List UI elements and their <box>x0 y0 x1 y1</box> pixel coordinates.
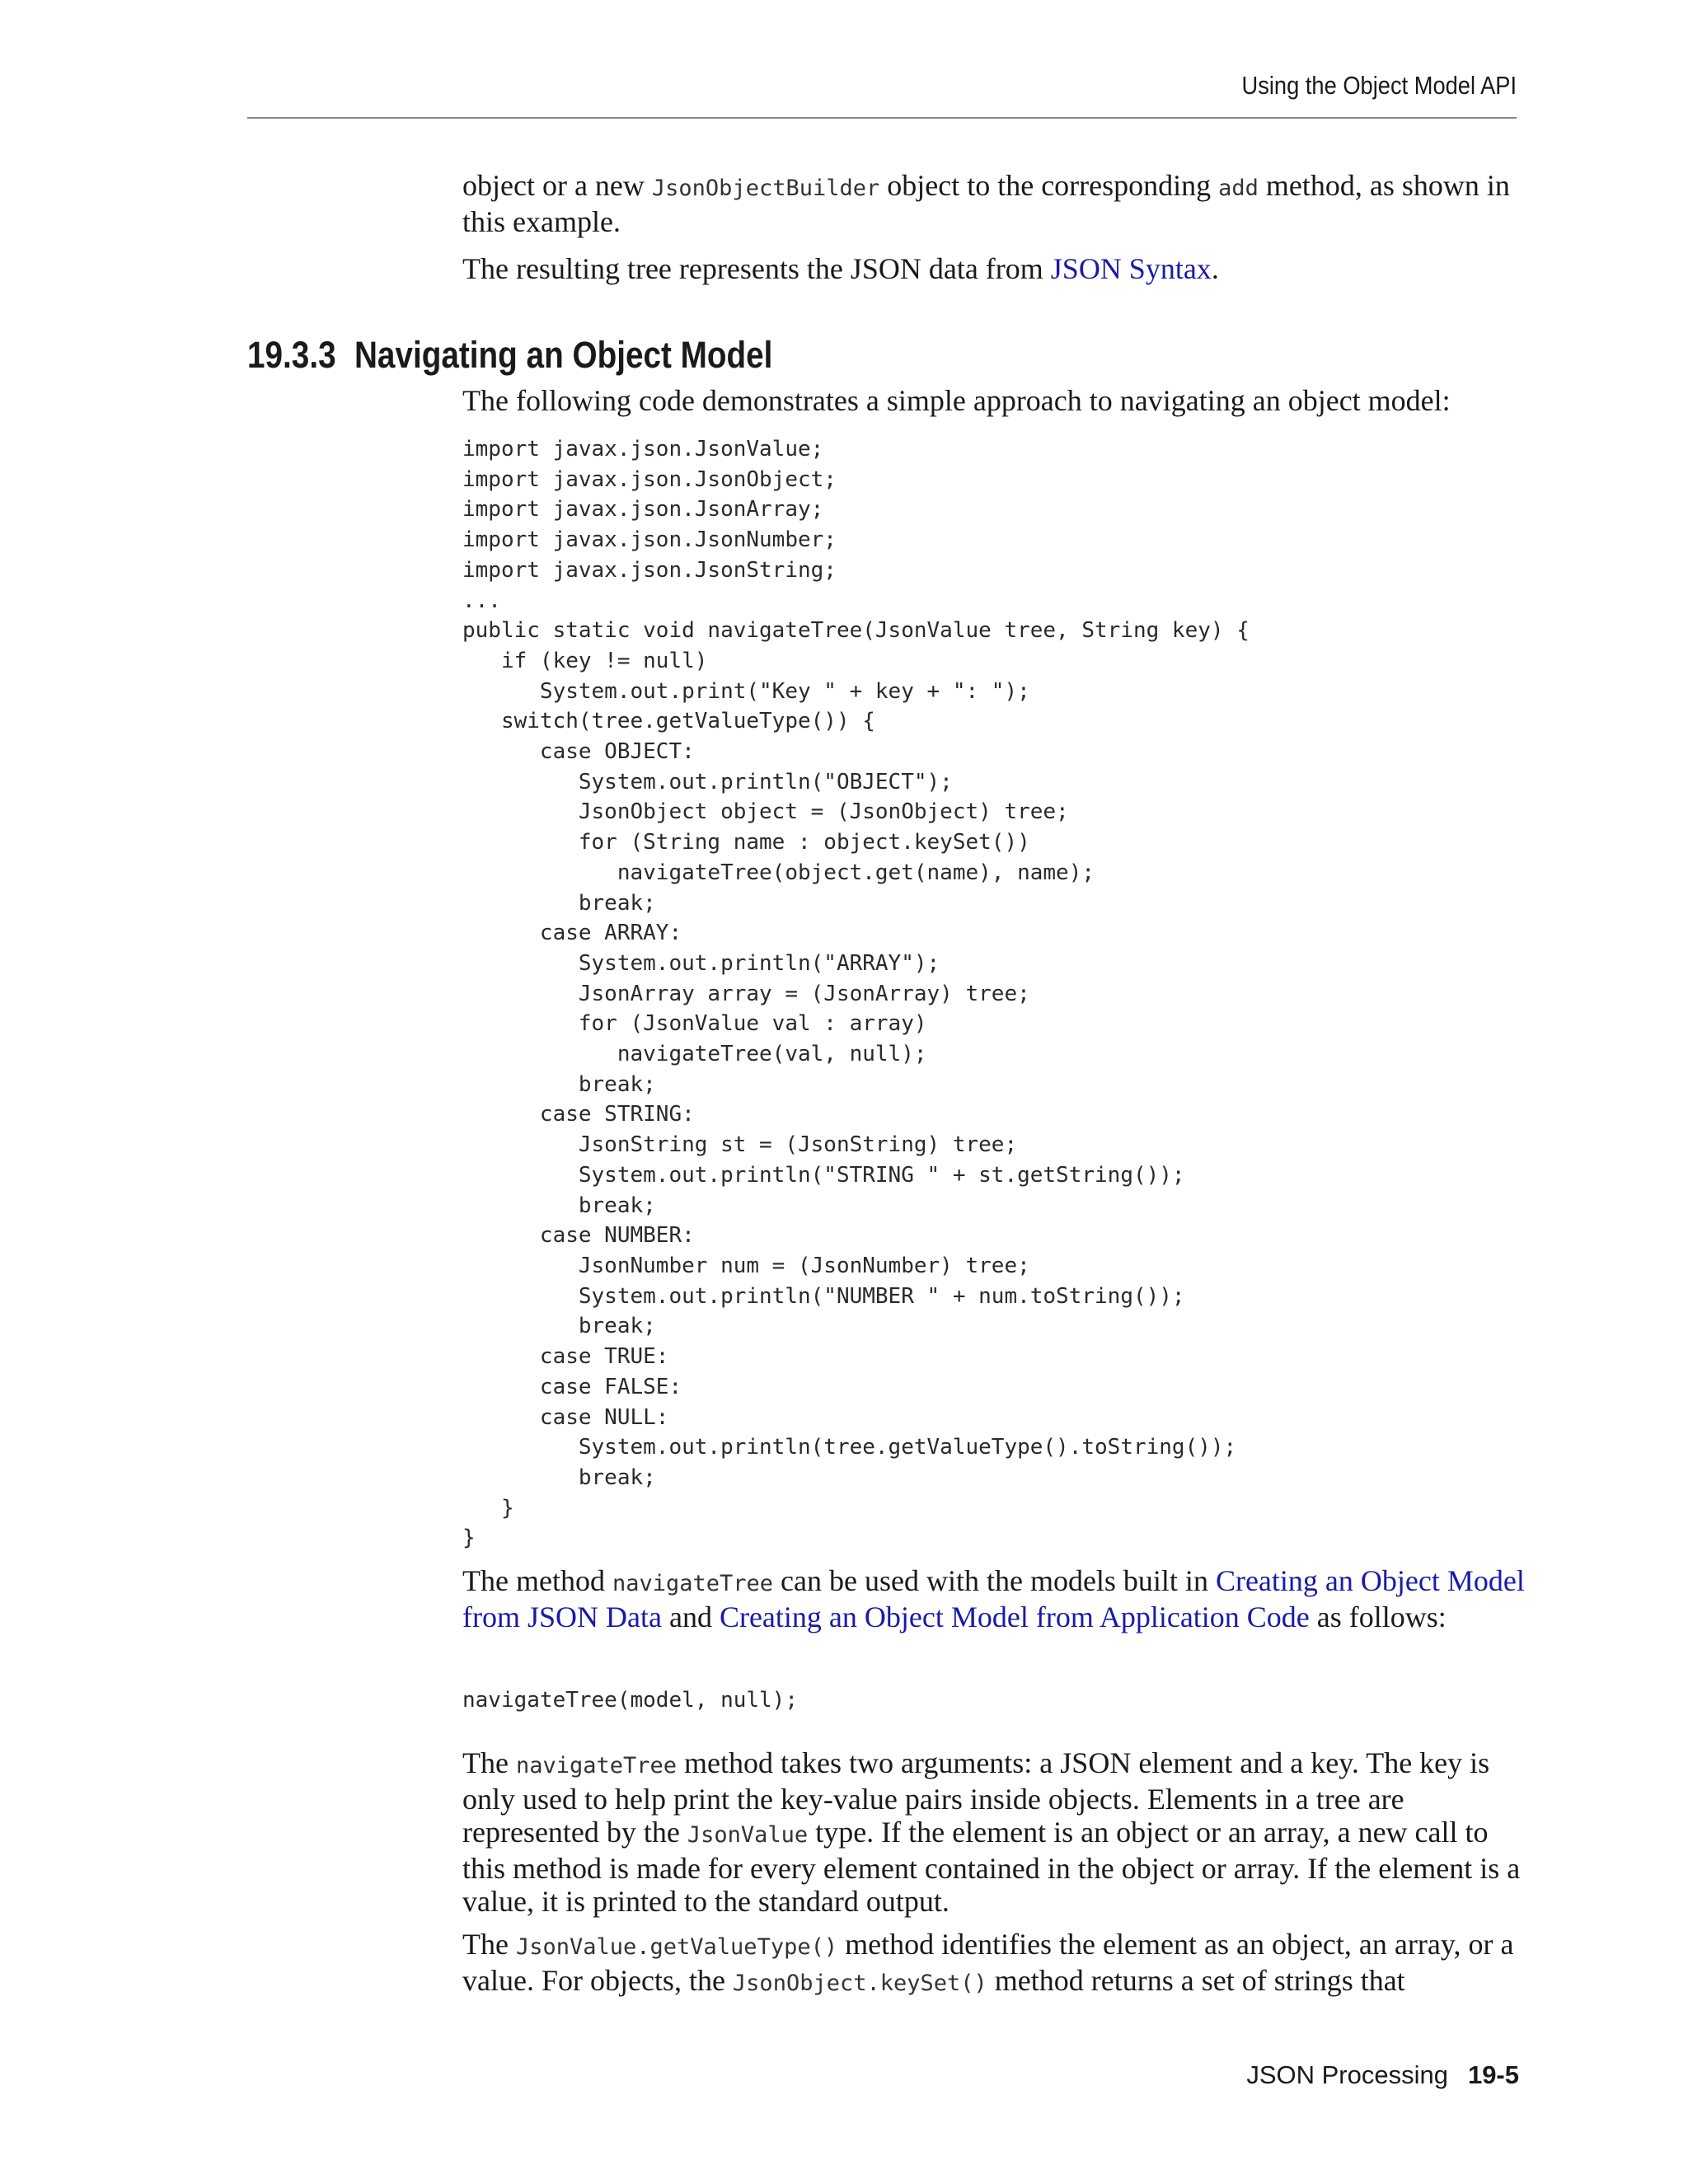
text-run: object to the corresponding <box>879 169 1219 202</box>
inline-code-jsonobjectbuilder: JsonObjectBuilder <box>651 176 880 201</box>
link-creating-object-model-from-application-code[interactable]: Creating an Object Model from Application Code <box>719 1601 1310 1633</box>
inline-code-getvaluetype: JsonValue.getValueType() <box>515 1934 838 1960</box>
section-heading <box>247 333 772 377</box>
page-number: 19-5 <box>1467 2060 1519 2089</box>
section-lead-paragraph: The following code demonstrates a simple approach to navigating an object model: <box>462 384 1451 417</box>
text-run: The <box>462 1746 516 1779</box>
arguments-paragraph <box>462 1746 1526 1918</box>
text-run: as follows: <box>1309 1601 1447 1633</box>
code-listing-call: navigateTree(model, null); <box>462 1688 798 1713</box>
running-footer <box>1246 2060 1519 2090</box>
inline-code-navigatetree: navigateTree <box>515 1753 678 1779</box>
running-header-title: Using the Object Model API <box>1241 71 1517 100</box>
text-run: method, as shown in this example. <box>462 169 1510 238</box>
text-run: and <box>661 1601 720 1633</box>
text-run: The <box>462 1928 516 1961</box>
inline-code-navigatetree: navigateTree <box>612 1571 774 1596</box>
text-run: The method <box>462 1564 612 1597</box>
text-run: method takes two arguments: a JSON element and a key. The key is only used to help print the key-value pairs inside objects. Elements in a tree are represented by the <box>462 1746 1490 1849</box>
code-listing-navigate-tree: import javax.json.JsonValue; import javax.json.JsonObject; import javax.json.JsonArray; import javax.json.JsonNumber; import javax.json.JsonString; ... public static void navigateTree(JsonValue tree, String key) { if (key != null) System.out.print("Key " + key + ": "); switch(tree.getValueType()) { case OBJECT: System.out.println("OBJECT"); JsonObject object = (JsonObject) tree; for (String name : object.keySet()) navigateTree(object.get(name), name); break; case ARRAY: System.out.println("ARRAY"); JsonArray array = (JsonArray) tree; for (JsonValue val : array) navigateTree(val, null); break; case STRING: JsonString st = (JsonString) tree; System.out.println("STRING " + st.getString()); break; case NUMBER: JsonNumber num = (JsonNumber) tree; System.out.println("NUMBER " + num.toString()); break; case TRUE: case FALSE: case NULL: System.out.println(tree.getValueType().toString()); break; } } <box>462 437 1250 1551</box>
text-run: method returns a set of strings that <box>987 1964 1405 1997</box>
inline-code-add: add <box>1218 176 1259 201</box>
text-run: method identifies the element as an object, an array, or a value. For objects, the <box>462 1928 1514 1997</box>
text-run: can be used with the models built in <box>773 1564 1216 1597</box>
intro-paragraph-2 <box>462 252 1526 285</box>
text-run: . <box>1211 252 1219 285</box>
link-creating-object-model-from-json-data[interactable]: Creating an Object Model from JSON Data <box>462 1564 1525 1633</box>
section-title: Navigating an Object Model <box>354 334 773 376</box>
text-run: type. If the element is an object or an array, a new call to this method is made for every element contained in the object or array. If the element is a value, it is printed to the standard output. <box>462 1816 1521 1918</box>
footer-chapter-title: JSON Processing <box>1246 2060 1448 2089</box>
text-run: object or a new <box>462 169 652 202</box>
usage-paragraph <box>462 1564 1526 1633</box>
inline-code-jsonvalue: JsonValue <box>687 1822 809 1848</box>
running-header <box>247 71 1517 119</box>
intro-paragraph-1 <box>462 169 1526 238</box>
link-json-syntax[interactable]: JSON Syntax <box>1050 252 1212 285</box>
section-number: 19.3.3 <box>247 334 336 376</box>
inline-code-keyset: JsonObject.keySet() <box>732 1971 987 1996</box>
value-type-paragraph <box>462 1928 1526 2000</box>
text-run: The resulting tree represents the JSON data from <box>462 252 1051 285</box>
